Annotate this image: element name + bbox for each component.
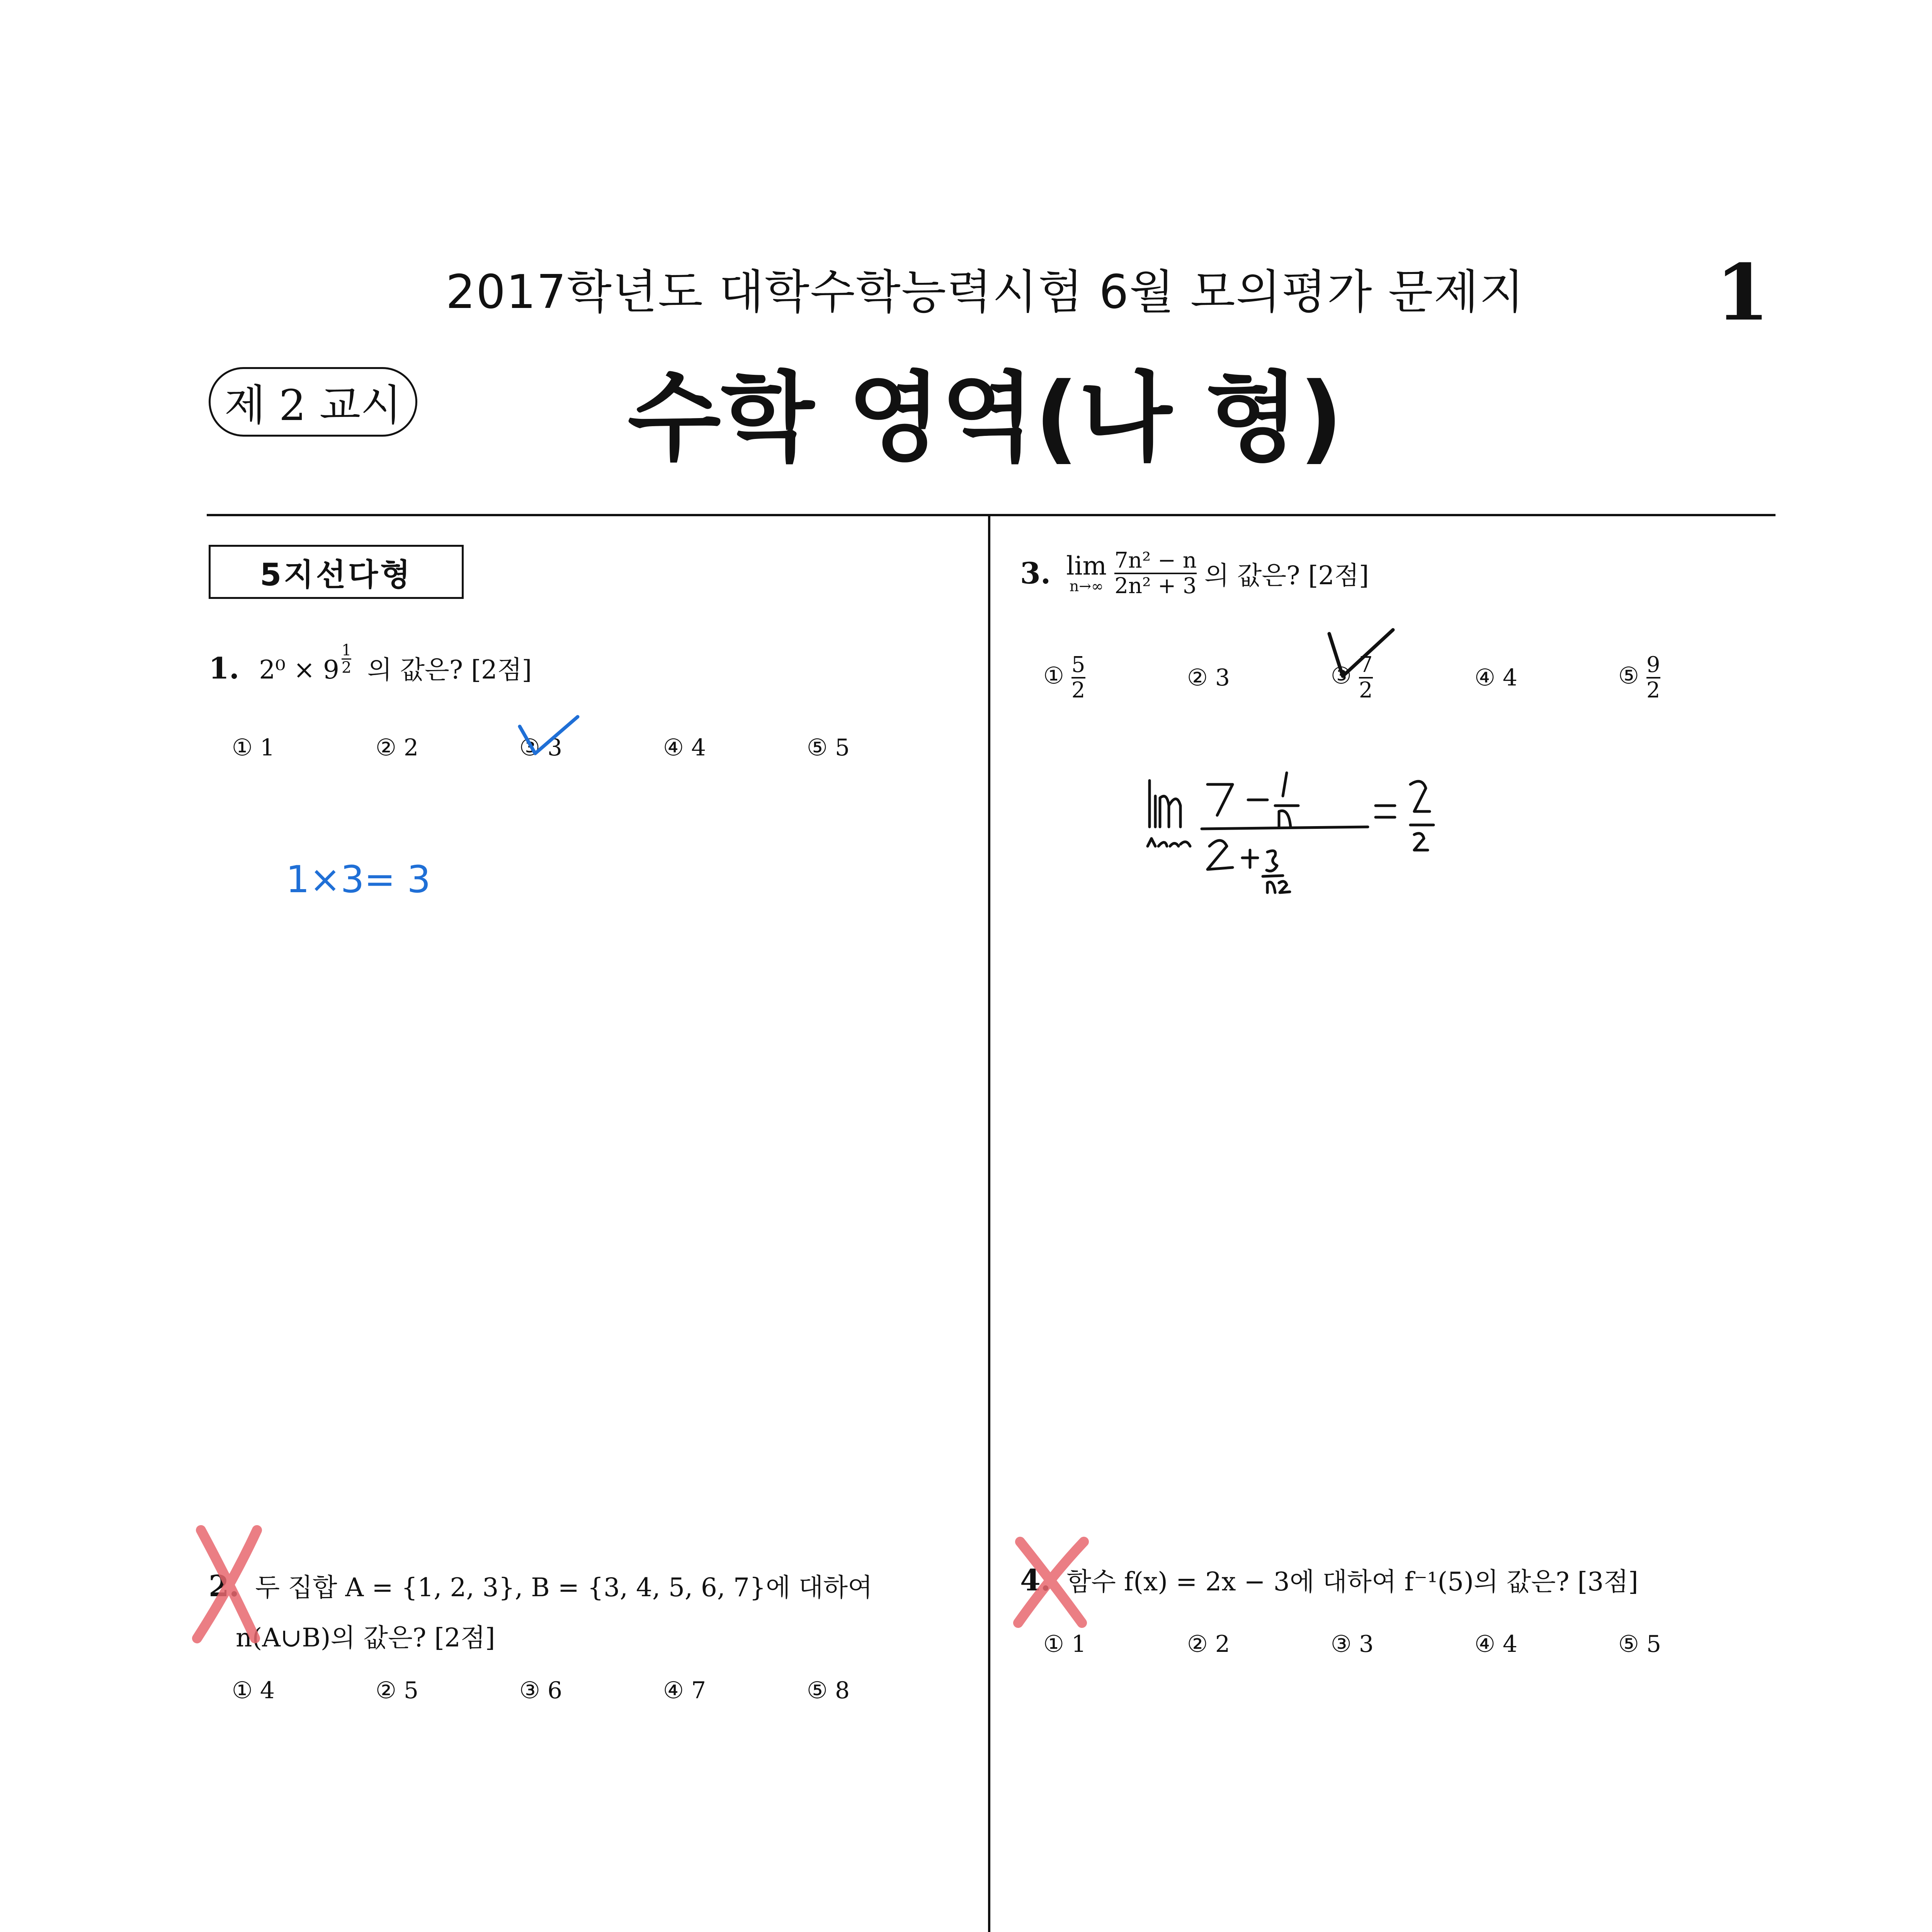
question-number: 1. [209, 651, 240, 685]
choice-1[interactable]: ① 4 [232, 1677, 275, 1704]
choice-marker: ③ [1331, 662, 1352, 690]
fraction-numerator: 9 [1646, 652, 1660, 677]
choice-5[interactable]: ⑤ 5 [807, 734, 850, 761]
red-x-mark-icon [1009, 1530, 1094, 1631]
page-number: 1 [1716, 247, 1770, 338]
choice-2[interactable]: ② 5 [376, 1677, 419, 1704]
limit-subscript: n→∞ [1069, 577, 1104, 595]
question-line-1: 두 집합 A = {1, 2, 3}, B = {3, 4, 5, 6, 7}에 대하여 [255, 1573, 872, 1602]
choice-3[interactable]: ③ 3 [519, 734, 563, 761]
choice-3[interactable]: ③ 6 [519, 1677, 563, 1704]
handwritten-work-q3-icon [1144, 769, 1453, 896]
exam-header-title: 2017학년도 대학수학능력시험 6월 모의평가 문제지 [446, 265, 1525, 319]
header-divider [207, 514, 1776, 516]
choice-value: 4 [1502, 664, 1518, 691]
fraction-denominator: 2 [1646, 677, 1660, 703]
question-2 [209, 1561, 872, 1663]
fraction-numerator: 7n² − n [1114, 548, 1197, 573]
question-text: 함수 f(x) = 2x − 3에 대하여 f⁻¹(5)의 값은? [3점] [1066, 1567, 1638, 1597]
choice-5[interactable]: ⑤ 5 [1618, 1631, 1662, 1658]
exponent-fraction [342, 642, 351, 676]
choice-1[interactable] [1043, 653, 1187, 702]
question-type-label: 5지선다형 [209, 545, 464, 599]
question-expression: 2⁰ × 9 [259, 655, 340, 685]
period-badge: 제 2 교시 [209, 367, 417, 437]
choice-5[interactable]: ⑤ 8 [807, 1677, 850, 1704]
choice-1[interactable]: ① 1 [1043, 1631, 1087, 1658]
question-number: 4. [1020, 1563, 1051, 1597]
choice-marker: ⑤ [1618, 662, 1639, 690]
choice-2[interactable] [1187, 664, 1331, 691]
choice-5[interactable] [1618, 653, 1762, 702]
choice-3[interactable]: ③ 3 [1331, 1631, 1374, 1658]
question-3 [1020, 549, 1369, 598]
blue-check-mark-icon [514, 711, 583, 769]
choice-1[interactable]: ① 1 [232, 734, 275, 761]
exponent-denominator: 2 [342, 659, 352, 677]
choice-fraction [1071, 653, 1085, 702]
subject-title: 수학 영역(나 형) [628, 362, 1343, 474]
handwritten-work-q1: 1×3= 3 [286, 858, 431, 901]
fraction-denominator: 2n² + 3 [1114, 573, 1197, 599]
choice-2[interactable]: ② 2 [376, 734, 419, 761]
question-4-choices [1043, 1631, 1762, 1658]
choice-2[interactable]: ② 2 [1187, 1631, 1230, 1658]
question-number: 2. [209, 1569, 240, 1603]
column-divider [988, 516, 990, 1932]
fraction-denominator: 2 [1071, 677, 1085, 703]
fraction-denominator: 2 [1359, 677, 1373, 703]
choice-marker: ① [1043, 662, 1064, 690]
limit-label: lim [1066, 551, 1107, 581]
question-1-choices [232, 734, 951, 761]
limit-fraction [1114, 549, 1197, 598]
choice-4[interactable]: ④ 4 [1475, 1631, 1518, 1658]
fraction-numerator: 7 [1359, 652, 1373, 677]
choice-marker: ④ [1475, 664, 1495, 691]
question-1 [209, 641, 532, 699]
question-number: 3. [1020, 556, 1051, 591]
choice-4[interactable]: ④ 4 [663, 734, 706, 761]
fraction-numerator: 5 [1071, 652, 1085, 677]
choice-4[interactable] [1475, 664, 1618, 691]
question-suffix: 의 값은? [2점] [367, 655, 532, 685]
choice-value: 3 [1215, 664, 1230, 691]
question-line-2: n(A∪B)의 값은? [2점] [236, 1623, 495, 1653]
question-2-choices [232, 1677, 951, 1704]
choice-4[interactable]: ④ 7 [663, 1677, 706, 1704]
question-4 [1020, 1561, 1638, 1598]
choice-fraction [1646, 653, 1660, 702]
choice-marker: ② [1187, 664, 1208, 691]
exponent-numerator: 1 [342, 641, 352, 659]
question-suffix: 의 값은? [2점] [1204, 561, 1369, 591]
black-check-mark-icon [1321, 626, 1399, 692]
red-x-mark-icon [189, 1522, 267, 1646]
limit-operator [1066, 553, 1107, 594]
question-3-choices [1043, 653, 1762, 702]
